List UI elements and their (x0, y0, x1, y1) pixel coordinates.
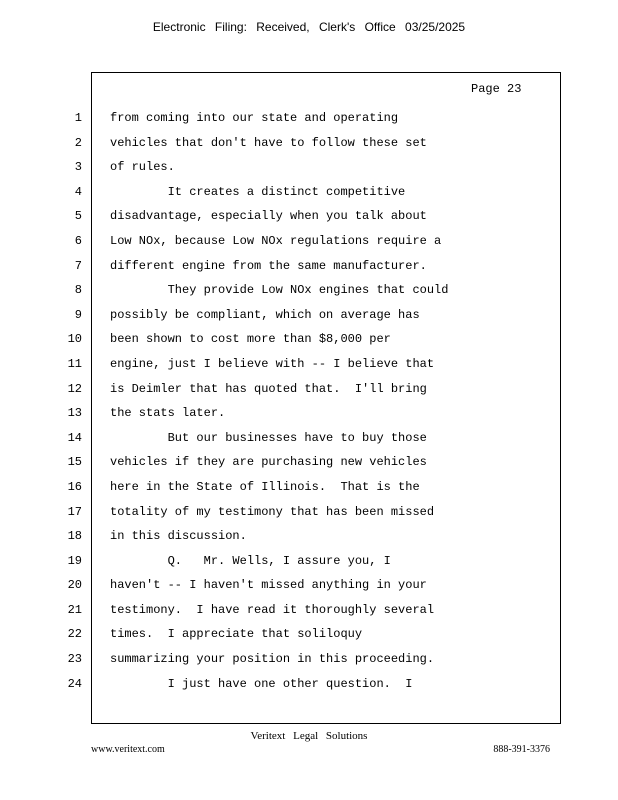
transcript-line (0, 554, 618, 579)
line-number: 17 (67, 504, 82, 519)
line-text: in this discussion. (110, 529, 247, 544)
transcript-line (0, 185, 618, 210)
line-text: here in the State of Illinois. That is the (110, 479, 420, 494)
line-text: testimony. I have read it thoroughly several (110, 602, 435, 617)
line-text: vehicles if they are purchasing new vehicles (110, 455, 427, 470)
line-text: is Deimler that has quoted that. I'll bring (110, 381, 427, 396)
line-text: the stats later. (110, 406, 226, 421)
line-number: 9 (74, 307, 82, 322)
line-number: 21 (67, 602, 82, 617)
transcript-line (0, 209, 618, 234)
line-number: 22 (67, 627, 82, 642)
line-number: 15 (67, 455, 82, 470)
line-number: 6 (74, 233, 82, 248)
line-text: of rules. (110, 160, 175, 175)
transcript-line (0, 455, 618, 480)
transcript-line (0, 652, 618, 677)
line-text: disadvantage, especially when you talk about (110, 209, 427, 224)
line-text: It creates a distinct competitive (110, 184, 406, 199)
line-number: 12 (67, 381, 82, 396)
line-number: 2 (74, 135, 82, 150)
transcript-line (0, 160, 618, 185)
line-number: 13 (67, 406, 82, 421)
line-text: Q. Mr. Wells, I assure you, I (110, 553, 391, 568)
line-number: 19 (67, 553, 82, 568)
transcript-line (0, 480, 618, 505)
transcript-line (0, 505, 618, 530)
line-text: from coming into our state and operating (110, 111, 399, 125)
line-text: I just have one other question. I (110, 676, 413, 691)
line-number: 1 (74, 111, 82, 125)
transcript-line (0, 357, 618, 382)
transcript-line (0, 578, 618, 603)
line-number: 4 (74, 184, 82, 199)
line-text: Low NOx, because Low NOx regulations require a (110, 233, 442, 248)
line-text: possibly be compliant, which on average has (110, 307, 420, 322)
line-number: 7 (74, 258, 82, 273)
footer-website: www.veritext.com (91, 744, 165, 755)
line-number: 3 (74, 160, 82, 175)
line-text: different engine from the same manufacturer. (110, 258, 427, 273)
transcript-line (0, 627, 618, 652)
transcript-line (0, 136, 618, 161)
transcript-line (0, 259, 618, 284)
footer-company: Veritext Legal Solutions (250, 730, 368, 742)
line-number: 11 (67, 356, 82, 371)
line-number: 8 (74, 283, 82, 298)
line-text: vehicles that don't have to follow these set (110, 135, 427, 150)
transcript-line (0, 332, 618, 357)
line-text: But our businesses have to buy those (110, 430, 427, 445)
transcript-line (0, 308, 618, 333)
transcript-line (0, 603, 618, 628)
transcript-line (0, 111, 618, 136)
transcript-line (0, 382, 618, 407)
line-number: 14 (67, 430, 82, 445)
transcript-line (0, 234, 618, 259)
line-text: times. I appreciate that soliloquy (110, 627, 363, 642)
line-number: 24 (67, 676, 82, 691)
line-text: summarizing your position in this proceeding. (110, 652, 435, 667)
line-text: engine, just I believe with -- I believe that (110, 356, 435, 371)
page-number: Page 23 (471, 82, 522, 96)
line-text: haven't -- I haven't missed anything in your (110, 578, 427, 593)
line-number: 18 (67, 529, 82, 544)
line-text: been shown to cost more than $8,000 per (110, 332, 391, 347)
line-number: 10 (67, 332, 82, 347)
transcript-line (0, 677, 618, 702)
line-text: totality of my testimony that has been missed (110, 504, 435, 519)
line-number: 5 (74, 209, 82, 224)
transcript-line (0, 431, 618, 456)
line-text: They provide Low NOx engines that could (110, 283, 449, 298)
transcript-line (0, 529, 618, 554)
line-number: 20 (67, 578, 82, 593)
footer-phone: 888-391-3376 (493, 744, 550, 755)
line-number: 16 (67, 479, 82, 494)
transcript-line (0, 406, 618, 431)
transcript-lines (0, 111, 618, 701)
line-number: 23 (67, 652, 82, 667)
transcript-line (0, 283, 618, 308)
filing-header: Electronic Filing: Received, Clerk's Office 03/25/2025 (152, 20, 466, 34)
